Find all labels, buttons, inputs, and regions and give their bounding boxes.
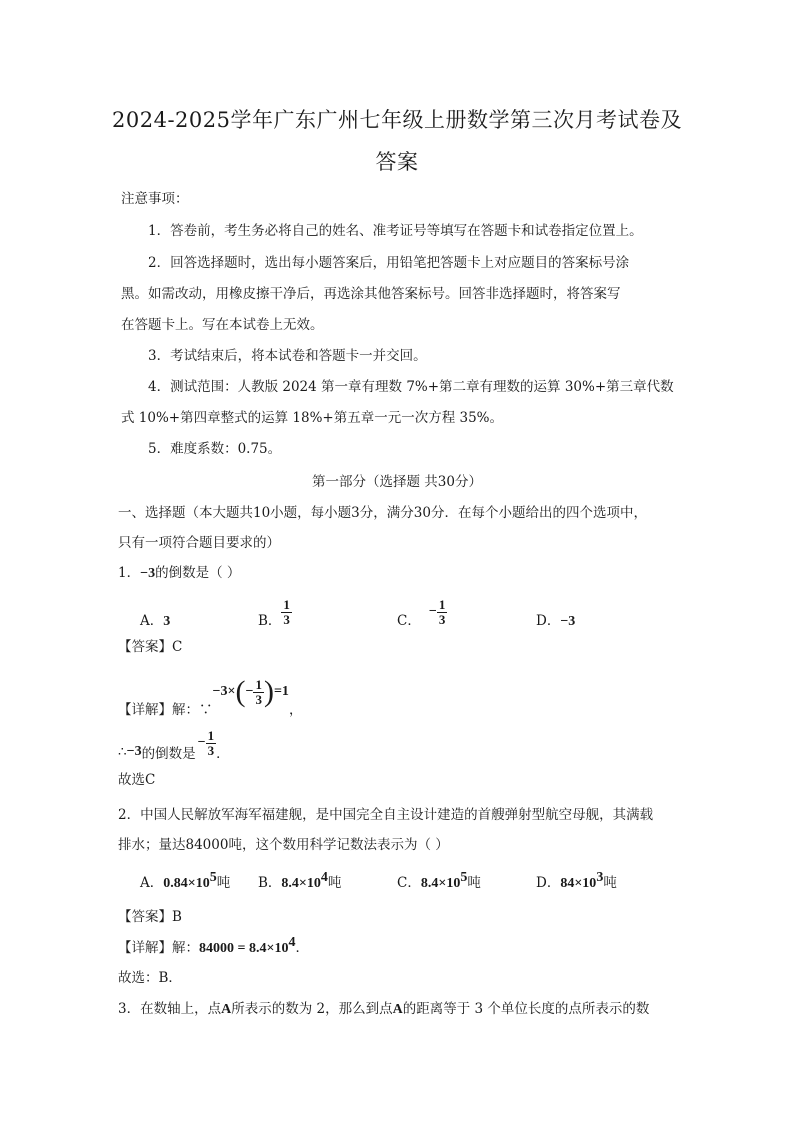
option-d	[536, 609, 575, 630]
page-title-line2: 答案	[375, 150, 419, 174]
option-b	[258, 592, 292, 632]
option-label: C．	[397, 613, 421, 629]
denominator: 3	[438, 611, 446, 627]
period: ．	[216, 746, 230, 762]
minus-sign: −	[197, 735, 206, 750]
notice-item: 式 10%+第四章整式的运算 18%+第五章一元一次方程 35%。	[121, 410, 504, 426]
point-label: A	[392, 1002, 403, 1017]
choose-line: 故选：B．	[118, 970, 182, 986]
math-expr: −3	[126, 744, 142, 759]
option-label: A．	[140, 875, 164, 891]
detail-label: 【详解】解：∵	[118, 702, 213, 718]
unit: 吨	[603, 875, 617, 891]
math-expr: =1	[273, 684, 289, 699]
question-1	[118, 561, 240, 582]
detail-q1	[118, 676, 302, 720]
notice-item: 在答题卡上。写在本试卷上无效。	[121, 317, 324, 333]
numerator: 1	[283, 596, 290, 612]
minus-sign: −	[428, 604, 437, 619]
option-c	[397, 592, 447, 632]
option-a	[140, 870, 230, 892]
right-paren: )	[263, 675, 274, 708]
question-stem: 所表示的数为 2，那么到点	[231, 1001, 393, 1017]
question-stem: 的距离等于 3 个单位长度的点所表示的数	[402, 1001, 650, 1017]
denominator: 3	[283, 611, 290, 627]
option-label: B．	[258, 875, 282, 891]
left-paren: (	[235, 675, 246, 708]
sci-base: 84×10	[560, 876, 597, 891]
option-label: D．	[536, 613, 561, 629]
question-3	[118, 997, 649, 1018]
notice-item: 4．测试范围：人教版 2024 第一章有理数 7%+第二章有理数的运算 30%+第三章代数	[148, 379, 674, 395]
notice-item: 2．回答选择题时，选出每小题答案后，用铅笔把答题卡上对应题目的答案标号涂	[148, 255, 630, 271]
fraction	[253, 678, 264, 707]
therefore-text: 的倒数是	[141, 746, 196, 762]
notice-item: 1．答卷前，考生务必将自己的姓名、准考证号等填写在答题卡和试卷指定位置上。	[148, 223, 643, 239]
exponent: 4	[320, 870, 328, 885]
question-2: 2．中国人民解放军海军福建舰，是中国完全自主设计建造的首艘弹射型航空母舰，其满载	[118, 807, 654, 823]
exponent: 5	[209, 870, 217, 885]
question-stem: 的倒数是（ ）	[155, 565, 241, 581]
option-label: D．	[536, 875, 561, 891]
unit: 吨	[467, 875, 481, 891]
notice-item: 5．难度系数：0.75。	[148, 441, 282, 457]
option-value: −3	[560, 614, 576, 629]
numerator: 1	[255, 676, 262, 692]
question-stem: 3．在数轴上，点	[118, 1001, 222, 1017]
denominator: 3	[255, 691, 262, 707]
therefore-symbol: ∴	[118, 744, 127, 760]
question-number: 1．	[118, 565, 141, 581]
fraction	[437, 598, 448, 627]
fraction	[206, 729, 217, 758]
math-expr: −3×	[212, 684, 236, 699]
therefore-line	[118, 722, 230, 764]
sci-base: 8.4×10	[281, 876, 321, 891]
minus-sign: −	[245, 684, 254, 699]
exponent: 3	[596, 870, 604, 885]
option-c	[397, 870, 481, 892]
notice-heading: 注意事项：	[121, 191, 189, 207]
choose-line: 故选C	[118, 772, 156, 788]
option-d	[536, 870, 617, 892]
math-expr: −3	[140, 566, 156, 581]
question-2-cont: 排水；量达84000吨，这个数用科学记数法表示为（ ）	[118, 837, 449, 853]
period: ．	[295, 940, 309, 956]
section-instructions-cont: 只有一项符合题目要求的）	[118, 535, 280, 551]
option-label: B．	[258, 613, 282, 629]
exponent: 4	[288, 935, 296, 950]
notice-item: 3．考试结束后，将本试卷和答题卡一并交回。	[148, 348, 427, 364]
math-expr: 84000 = 8.4×10	[199, 941, 289, 956]
unit: 吨	[327, 875, 342, 891]
exponent: 5	[460, 870, 468, 885]
sci-base: 0.84×10	[163, 876, 210, 891]
option-value: 3	[163, 614, 171, 629]
numerator: 1	[207, 727, 215, 743]
fraction	[281, 598, 292, 627]
option-a	[140, 609, 170, 630]
option-label: C．	[397, 875, 421, 891]
point-label: A	[221, 1002, 232, 1017]
notice-item: 黑。如需改动，用橡皮擦干净后，再选涂其他答案标号。回答非选择题时，将答案写	[121, 286, 621, 302]
unit: 吨	[216, 875, 231, 891]
section-instructions: 一、选择题（本大题共10小题，每小题3分，满分30分．在每个小题给出的四个选项中，	[118, 505, 647, 521]
option-label: A．	[140, 613, 164, 629]
sci-base: 8.4×10	[420, 876, 461, 891]
numerator: 1	[438, 596, 446, 612]
detail-q2	[118, 935, 309, 957]
part-heading: 第一部分（选择题 共30分）	[312, 474, 482, 490]
detail-label: 【详解】解：	[118, 940, 199, 956]
answer: 【答案】B	[118, 909, 182, 925]
answer: 【答案】C	[118, 639, 183, 655]
page-title: 2024-2025学年广东广州七年级上册数学第三次月考试卷及	[112, 108, 682, 132]
option-b	[258, 870, 341, 892]
denominator: 3	[207, 742, 215, 758]
comma: ，	[288, 702, 303, 718]
